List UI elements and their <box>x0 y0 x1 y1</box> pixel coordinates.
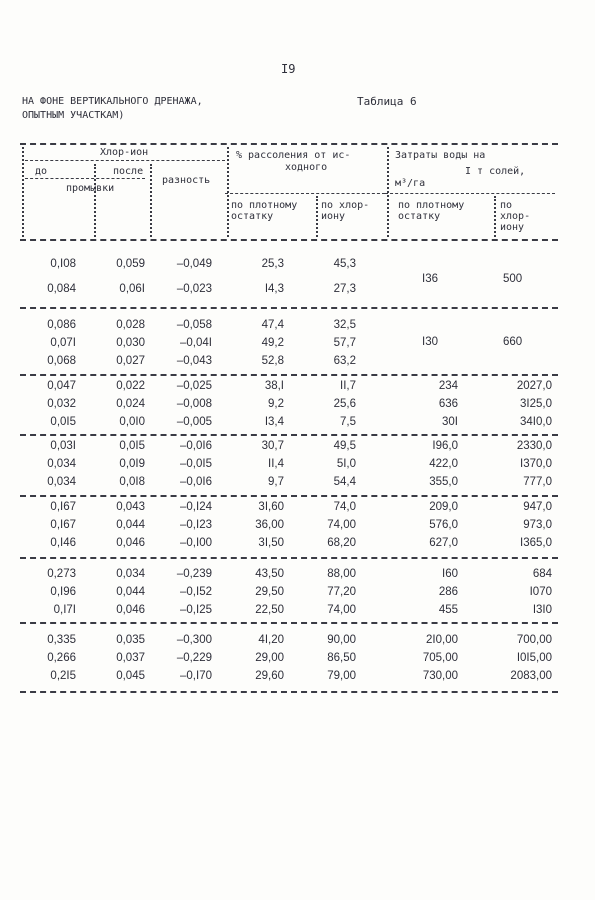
cell-z-ost: 355,0 <box>429 476 458 488</box>
cell-pct-ion: 27,3 <box>333 283 356 295</box>
header-posle: после <box>113 166 144 177</box>
cell-pct-ion: 90,00 <box>327 634 356 646</box>
cell-z-ion: I370,0 <box>520 458 552 470</box>
cell-z-ost: 627,0 <box>429 537 458 549</box>
header-raznost: разность <box>162 175 211 186</box>
header-vsep <box>494 196 496 237</box>
header-unit: м³/га <box>395 178 426 189</box>
merged-z-ost: I36 <box>422 273 438 285</box>
group-separator <box>20 495 558 497</box>
cell-raznost: –0,I25 <box>180 604 212 616</box>
header-chlor-ion: Хлор-ион <box>100 147 149 158</box>
cell-do: 0,084 <box>47 283 76 295</box>
cell-do: 0,2I5 <box>50 670 76 682</box>
header-vsep <box>316 196 318 237</box>
zatraty-subrule <box>385 193 555 194</box>
header-z-khlor: хлор- <box>500 211 531 222</box>
cell-z-ost: 30I <box>442 416 458 428</box>
cell-pct-ost: 4I,20 <box>258 634 284 646</box>
cell-posle: 0,059 <box>116 258 145 270</box>
table-label: Таблица 6 <box>357 95 417 108</box>
header-vsep <box>94 164 96 237</box>
cell-z-ion: 700,00 <box>516 634 552 646</box>
cell-raznost: –0,005 <box>176 416 212 428</box>
cell-z-ion: 2027,0 <box>516 380 552 392</box>
cell-pct-ost: 29,00 <box>255 652 284 664</box>
cell-pct-ost: 49,2 <box>261 337 284 349</box>
cell-pct-ost: 47,4 <box>261 319 284 331</box>
header-pct-line2: ходного <box>285 162 328 173</box>
cell-do: 0,032 <box>47 398 76 410</box>
header-po-plot: по плотному <box>231 200 298 211</box>
cell-do: 0,266 <box>47 652 76 664</box>
cell-posle: 0,027 <box>116 355 145 367</box>
cell-raznost: –0,023 <box>176 283 212 295</box>
header-promyvki: промывки <box>66 183 115 194</box>
cell-pct-ost: 36,00 <box>255 519 284 531</box>
title-line-1: НА ФОНЕ ВЕРТИКАЛЬНОГО ДРЕНАЖА, <box>22 96 203 107</box>
cell-posle: 0,030 <box>116 337 145 349</box>
cell-raznost: –0,I24 <box>180 501 212 513</box>
cell-z-ost: 576,0 <box>429 519 458 531</box>
group-separator <box>20 622 558 624</box>
cell-do: 0,068 <box>47 355 76 367</box>
page-number: I9 <box>281 62 296 76</box>
cell-pct-ion: 32,5 <box>333 319 356 331</box>
cell-z-ion: 34I0,0 <box>520 416 552 428</box>
header-z-ostatku: остатку <box>398 211 441 222</box>
cell-z-ost: 2I0,00 <box>426 634 458 646</box>
cell-posle: 0,046 <box>116 537 145 549</box>
cell-z-ost: 455 <box>438 604 458 616</box>
cell-pct-ost: II,4 <box>268 458 284 470</box>
cell-do: 0,086 <box>47 319 76 331</box>
cell-do: 0,0I5 <box>50 416 76 428</box>
cell-do: 0,I7I <box>53 604 76 616</box>
cell-raznost: –0,I00 <box>180 537 212 549</box>
cell-posle: 0,024 <box>116 398 145 410</box>
cell-do: 0,I96 <box>50 586 76 598</box>
cell-pct-ost: 29,50 <box>255 586 284 598</box>
cell-pct-ion: 79,00 <box>327 670 356 682</box>
cell-posle: 0,0I8 <box>119 476 145 488</box>
cell-pct-ost: 38,I <box>264 380 284 392</box>
cell-raznost: –0,049 <box>176 258 212 270</box>
header-z-po-plot: по плотному <box>398 200 465 211</box>
cell-pct-ion: 57,7 <box>333 337 356 349</box>
cell-raznost: –0,I52 <box>180 586 212 598</box>
header-z-po: по <box>500 200 513 211</box>
cell-raznost: –0,0I5 <box>180 458 212 470</box>
cell-pct-ost: 43,50 <box>255 568 284 580</box>
chlor-subrule <box>25 160 225 161</box>
cell-raznost: –0,025 <box>176 380 212 392</box>
header-ostatku: остатку <box>231 211 274 222</box>
cell-pct-ion: 63,2 <box>333 355 356 367</box>
cell-raznost: –0,I70 <box>180 670 212 682</box>
cell-do: 0,047 <box>47 380 76 392</box>
cell-z-ion: 2330,0 <box>516 440 552 452</box>
cell-pct-ion: 88,00 <box>327 568 356 580</box>
cell-do: 0,I46 <box>50 537 76 549</box>
cell-raznost: –0,0I6 <box>180 440 212 452</box>
header-vsep <box>227 147 229 237</box>
cell-pct-ion: 74,0 <box>333 501 356 513</box>
group-separator <box>20 557 558 559</box>
cell-z-ion: I0I5,00 <box>516 652 552 664</box>
cell-raznost: –0,0I6 <box>180 476 212 488</box>
cell-z-ost: 286 <box>438 586 458 598</box>
header-zatraty-line2: I т солей, <box>465 166 526 177</box>
cell-posle: 0,028 <box>116 319 145 331</box>
cell-pct-ost: 30,7 <box>261 440 284 452</box>
cell-pct-ion: 45,3 <box>333 258 356 270</box>
cell-do: 0,I67 <box>50 519 76 531</box>
cell-z-ion: 777,0 <box>523 476 552 488</box>
cell-raznost: –0,229 <box>176 652 212 664</box>
cell-posle: 0,06I <box>119 283 145 295</box>
cell-pct-ost: 52,8 <box>261 355 284 367</box>
cell-pct-ost: 29,60 <box>255 670 284 682</box>
cell-raznost: –0,I23 <box>180 519 212 531</box>
cell-z-ost: I60 <box>442 568 458 580</box>
cell-do: 0,034 <box>47 458 76 470</box>
cell-z-ost: 234 <box>438 380 458 392</box>
cell-posle: 0,0I0 <box>119 416 145 428</box>
cell-do: 0,I67 <box>50 501 76 513</box>
cell-do: 0,07I <box>50 337 76 349</box>
cell-raznost: –0,300 <box>176 634 212 646</box>
cell-do: 0,034 <box>47 476 76 488</box>
header-do: до <box>35 166 48 177</box>
header-top-rule <box>20 143 558 145</box>
cell-z-ost: I96,0 <box>432 440 458 452</box>
header-bottom-rule <box>20 239 558 241</box>
cell-pct-ion: II,7 <box>340 380 356 392</box>
cell-z-ion: 2083,00 <box>510 670 552 682</box>
cell-posle: 0,022 <box>116 380 145 392</box>
cell-pct-ion: 5I,0 <box>336 458 356 470</box>
cell-z-ion: I365,0 <box>520 537 552 549</box>
cell-posle: 0,0I9 <box>119 458 145 470</box>
cell-posle: 0,043 <box>116 501 145 513</box>
cell-raznost: –0,043 <box>176 355 212 367</box>
cell-posle: 0,0I5 <box>119 440 145 452</box>
cell-do: 0,I08 <box>50 258 76 270</box>
cell-z-ost: 422,0 <box>429 458 458 470</box>
cell-z-ost: 636 <box>438 398 458 410</box>
merged-z-ion: 500 <box>503 273 523 285</box>
cell-pct-ion: 77,20 <box>327 586 356 598</box>
header-vsep <box>150 164 152 237</box>
cell-pct-ost: 22,50 <box>255 604 284 616</box>
header-po-khlor: по хлор- <box>321 200 370 211</box>
cell-z-ion: 947,0 <box>523 501 552 513</box>
cell-do: 0,273 <box>47 568 76 580</box>
cell-pct-ion: 68,20 <box>327 537 356 549</box>
header-ionu: иону <box>321 211 346 222</box>
group-separator <box>20 374 558 376</box>
cell-pct-ion: 86,50 <box>327 652 356 664</box>
cell-posle: 0,035 <box>116 634 145 646</box>
cell-pct-ost: I4,3 <box>264 283 284 295</box>
cell-z-ost: 705,00 <box>422 652 458 664</box>
cell-pct-ost: 3I,50 <box>258 537 284 549</box>
cell-pct-ion: 74,00 <box>327 519 356 531</box>
merged-z-ost: I30 <box>422 336 438 348</box>
cell-pct-ion: 54,4 <box>333 476 356 488</box>
header-vsep <box>387 147 389 237</box>
cell-z-ost: 730,00 <box>422 670 458 682</box>
cell-pct-ost: 3I,60 <box>258 501 284 513</box>
cell-do: 0,335 <box>47 634 76 646</box>
cell-raznost: –0,04I <box>180 337 212 349</box>
cell-z-ion: 684 <box>532 568 552 580</box>
do-posle-subrule <box>25 178 145 179</box>
cell-pct-ost: 9,7 <box>268 476 284 488</box>
cell-pct-ost: 25,3 <box>261 258 284 270</box>
merged-z-ion: 660 <box>503 336 523 348</box>
cell-raznost: –0,008 <box>176 398 212 410</box>
cell-posle: 0,037 <box>116 652 145 664</box>
group-separator <box>20 307 558 309</box>
cell-z-ion: 3I25,0 <box>520 398 552 410</box>
cell-z-ion: 973,0 <box>523 519 552 531</box>
cell-pct-ion: 25,6 <box>333 398 356 410</box>
cell-posle: 0,046 <box>116 604 145 616</box>
cell-raznost: –0,239 <box>176 568 212 580</box>
title-line-2: ОПЫТНЫМ УЧАСТКАМ) <box>22 110 125 121</box>
cell-pct-ion: 49,5 <box>333 440 356 452</box>
cell-do: 0,03I <box>50 440 76 452</box>
table-bottom-rule <box>20 691 558 693</box>
cell-posle: 0,045 <box>116 670 145 682</box>
cell-raznost: –0,058 <box>176 319 212 331</box>
header-z-ionu: иону <box>500 222 525 233</box>
cell-pct-ost: 9,2 <box>268 398 284 410</box>
header-vsep <box>22 147 24 237</box>
pct-subrule <box>225 193 385 194</box>
cell-pct-ion: 7,5 <box>340 416 356 428</box>
cell-pct-ion: 74,00 <box>327 604 356 616</box>
group-separator <box>20 434 558 436</box>
header-zatraty-line1: Затраты воды на <box>395 150 486 161</box>
cell-posle: 0,034 <box>116 568 145 580</box>
cell-z-ion: I070 <box>529 586 552 598</box>
header-pct-line1: % рассоления от ис- <box>236 150 351 161</box>
cell-posle: 0,044 <box>116 519 145 531</box>
cell-posle: 0,044 <box>116 586 145 598</box>
cell-z-ion: I3I0 <box>532 604 552 616</box>
cell-pct-ost: I3,4 <box>264 416 284 428</box>
cell-z-ost: 209,0 <box>429 501 458 513</box>
